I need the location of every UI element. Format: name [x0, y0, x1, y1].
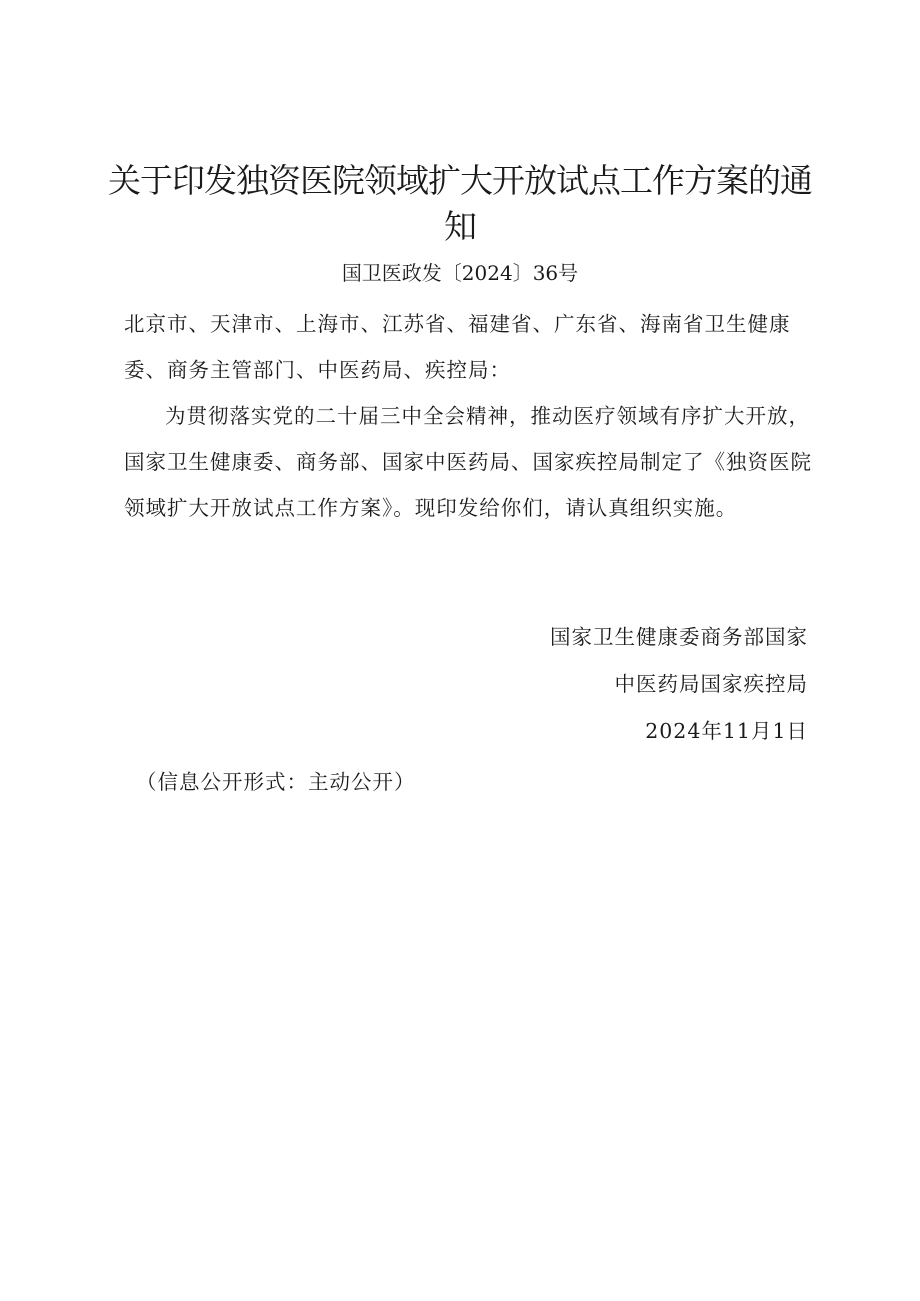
body-paragraph: 为贯彻落实党的二十届三中全会精神，推动医疗领域有序扩大开放，国家卫生健康委、商务部、国家中医药局、国家疾控局制定了《独资医院领域扩大开放试点工作方案》。现印发给你们，请认真组织实施。 [124, 404, 812, 520]
signature-issuer-line-1: 国家卫生健康委商务部国家 [550, 625, 808, 649]
disclosure-note: （信息公开形式：主动公开） [136, 770, 416, 794]
signature-issuer-line-2: 中医药局国家疾控局 [614, 672, 808, 696]
signature-date: 2024年11月1日 [645, 719, 808, 743]
addressee: 北京市、天津市、上海市、江苏省、福建省、广东省、海南省卫生健康委、商务主管部门、中医药局、疾控局： [124, 312, 791, 382]
document-number: 国卫医政发〔2024〕36号 [341, 261, 579, 285]
document-title: 关于印发独资医院领域扩大开放试点工作方案的通知 [108, 161, 812, 246]
